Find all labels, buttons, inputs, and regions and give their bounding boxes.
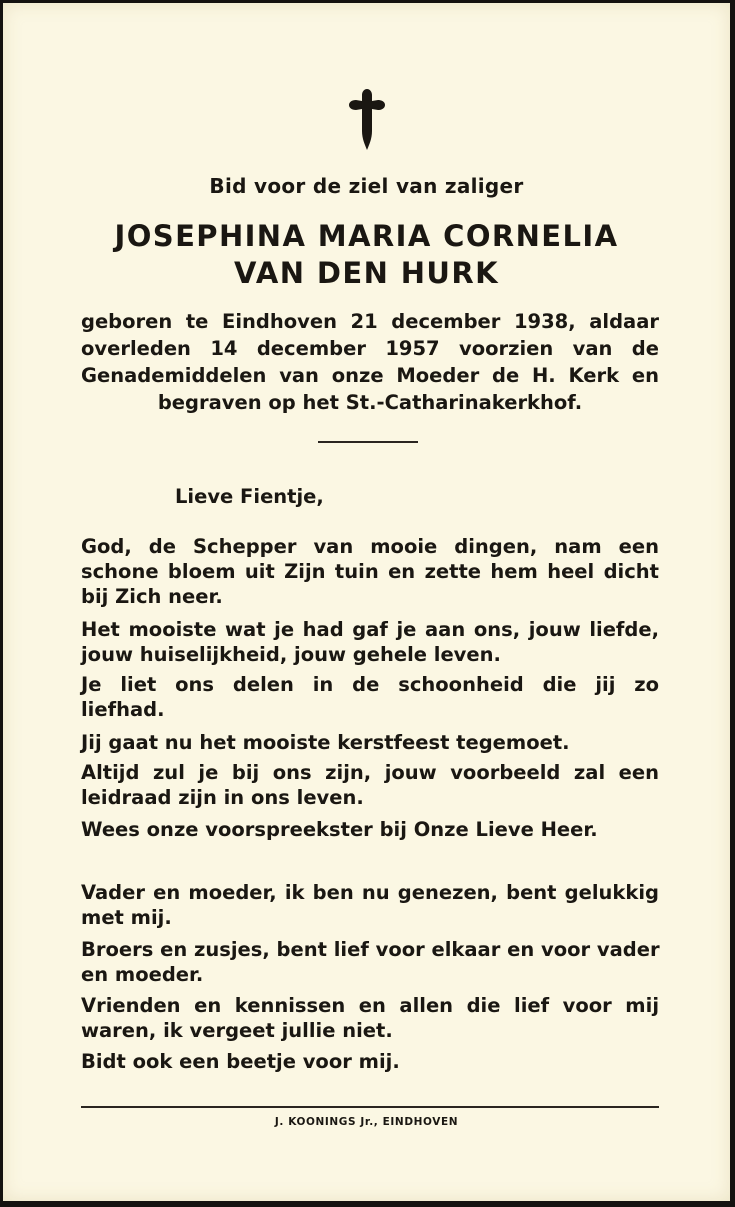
footer-divider (81, 1106, 659, 1108)
message-line: liefhad. (81, 698, 165, 721)
message-line: Vrienden en kennissen en allen die lief voor mij (81, 994, 659, 1017)
message-line: schone bloem uit Zijn tuin en zette hem heel dicht (81, 560, 659, 583)
bio-line: Genademiddelen van onze Moeder de H. Kerk en (81, 364, 659, 387)
latin-cross-icon (347, 87, 387, 151)
message-line: waren, ik vergeet jullie niet. (81, 1019, 393, 1042)
message-line: met mij. (81, 906, 172, 929)
message-line: jouw huiselijkheid, jouw gehele leven. (81, 643, 501, 666)
message-line: en moeder. (81, 963, 204, 986)
message-line: Altijd zul je bij ons zijn, jouw voorbeeld zal een (81, 761, 659, 784)
message-line: Bidt ook een beetje voor mij. (81, 1050, 400, 1073)
memorial-card (3, 3, 730, 1201)
message-line: Het mooiste wat je had gaf je aan ons, jouw liefde, (81, 618, 659, 641)
deceased-name-line-2: VAN DEN HURK (234, 256, 499, 290)
message-line: Jij gaat nu het mooiste kerstfeest tegemoet. (81, 731, 570, 754)
bio-line: overleden 14 december 1957 voorzien van de (81, 337, 659, 360)
message-line: Je liet ons delen in de schoonheid die jij zo (81, 673, 659, 696)
deceased-name-line-1: JOSEPHINA MARIA CORNELIA (114, 219, 619, 253)
divider (318, 441, 418, 443)
message-line: Vader en moeder, ik ben nu genezen, bent gelukkig (81, 881, 659, 904)
message-line: leidraad zijn in ons leven. (81, 786, 364, 809)
message-line: Broers en zusjes, bent lief voor elkaar en voor vader (81, 938, 660, 961)
message-line: Wees onze voorspreekster bij Onze Lieve Heer. (81, 818, 598, 841)
intro-text: Bid voor de ziel van zaliger (209, 174, 524, 198)
printer-credit: J. KOONINGS Jr., EINDHOVEN (274, 1116, 459, 1128)
message-line: God, de Schepper van mooie dingen, nam een (81, 535, 659, 558)
salutation: Lieve Fientje, (175, 485, 324, 508)
message-line: bij Zich neer. (81, 585, 223, 608)
bio-line: geboren te Eindhoven 21 december 1938, aldaar (81, 310, 659, 333)
bio-line: begraven op het St.-Catharinakerkhof. (157, 391, 583, 414)
